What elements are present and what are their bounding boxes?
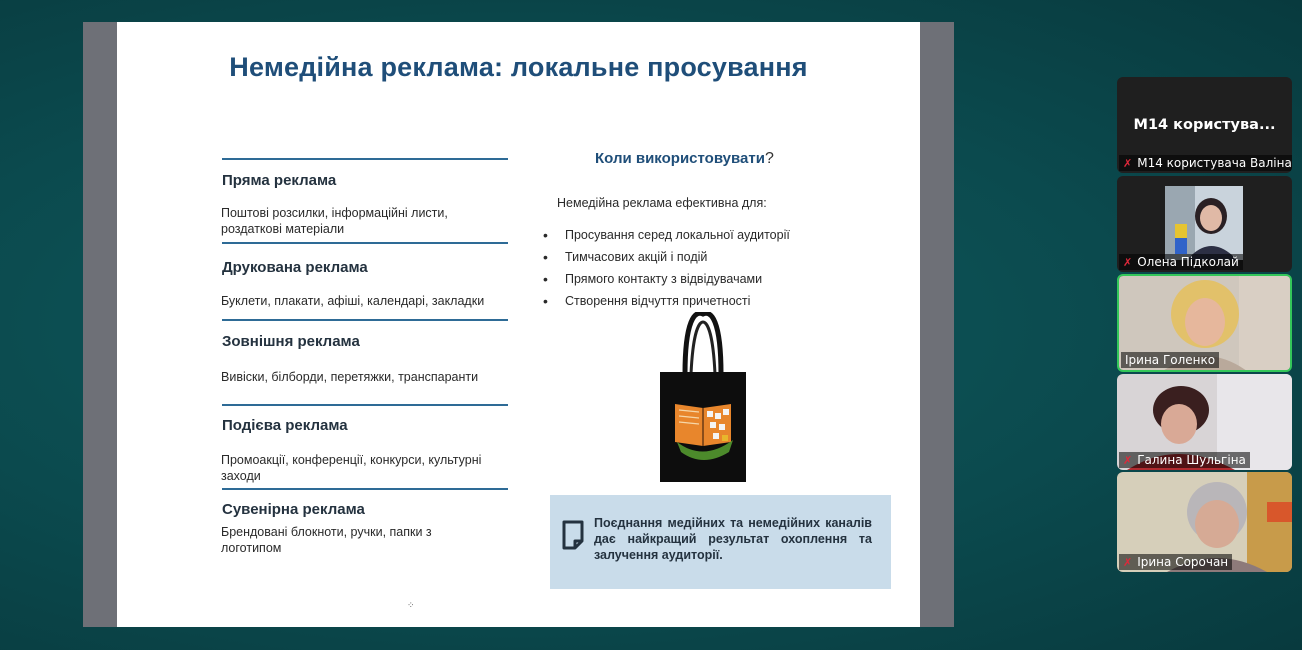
when-intro-text: Немедійна реклама ефективна для: [557, 196, 767, 210]
mic-muted-icon: ✗ [1123, 157, 1133, 170]
section-divider [222, 158, 508, 160]
callout-text: Поєднання медійних та немедійних каналів дає найкращий результат охоплення та залучення аудиторії. [594, 516, 872, 562]
slide-title: Немедійна реклама: локальне просування [229, 52, 808, 82]
benefits-list [543, 228, 790, 316]
when-to-use-title: Коли використовувати? [595, 150, 774, 167]
presentation-slide [117, 22, 920, 627]
participant-tile[interactable] [1117, 472, 1292, 572]
participant-name: ✗ M14 користувача Валіна [1119, 155, 1292, 171]
summary-callout [550, 495, 891, 589]
list-item: • Прямого контакту з відвідувачами [543, 272, 790, 294]
participant-tile[interactable] [1117, 374, 1292, 470]
section-text: Брендовані блокноти, ручки, папки з логотипом [221, 525, 432, 555]
section-heading: Зовнішня реклама [222, 333, 360, 350]
section-heading: Пряма реклама [222, 172, 337, 189]
section-text: Вивіски, білборди, перетяжки, транспаранти [221, 370, 479, 384]
section-heading: Сувенірна реклама [222, 501, 365, 518]
section-divider [222, 488, 508, 490]
list-item: • Створення відчуття причетності [543, 294, 790, 316]
mic-muted-icon: ✗ [1123, 556, 1133, 569]
participant-tile-active[interactable] [1117, 274, 1292, 372]
section-divider [222, 242, 508, 244]
participant-big-label: M14 користува... [1133, 117, 1276, 133]
participant-name: ✗ Галина Шульгіна [1119, 452, 1250, 468]
slide-marker: ⁘ [407, 600, 415, 610]
participant-tile[interactable] [1117, 77, 1292, 173]
list-item: • Просування серед локальної аудиторії [543, 228, 790, 250]
participant-name: ✗ Олена Підколай [1119, 254, 1243, 270]
section-text: Промоакції, конференції, конкурси, культурні заходи [221, 453, 482, 483]
mic-muted-icon: ✗ [1123, 256, 1133, 269]
section-text: Поштові розсилки, інформаційні листи, роздаткові матеріали [221, 206, 448, 236]
mic-muted-icon: ✗ [1123, 454, 1133, 467]
section-text: Буклети, плакати, афіші, календарі, закладки [221, 294, 485, 308]
tote-bag-image [655, 312, 751, 484]
participant-name: ✗ Ірина Сорочан [1119, 554, 1232, 570]
list-item: • Тимчасових акцій і подій [543, 250, 790, 272]
section-divider [222, 404, 508, 406]
section-heading: Подієва реклама [222, 417, 348, 434]
participant-name: Ірина Голенко [1121, 352, 1219, 368]
note-icon [560, 519, 586, 551]
participant-video [1165, 186, 1243, 260]
section-divider [222, 319, 508, 321]
section-heading: Друкована реклама [222, 259, 368, 276]
participant-tile[interactable] [1117, 176, 1292, 272]
